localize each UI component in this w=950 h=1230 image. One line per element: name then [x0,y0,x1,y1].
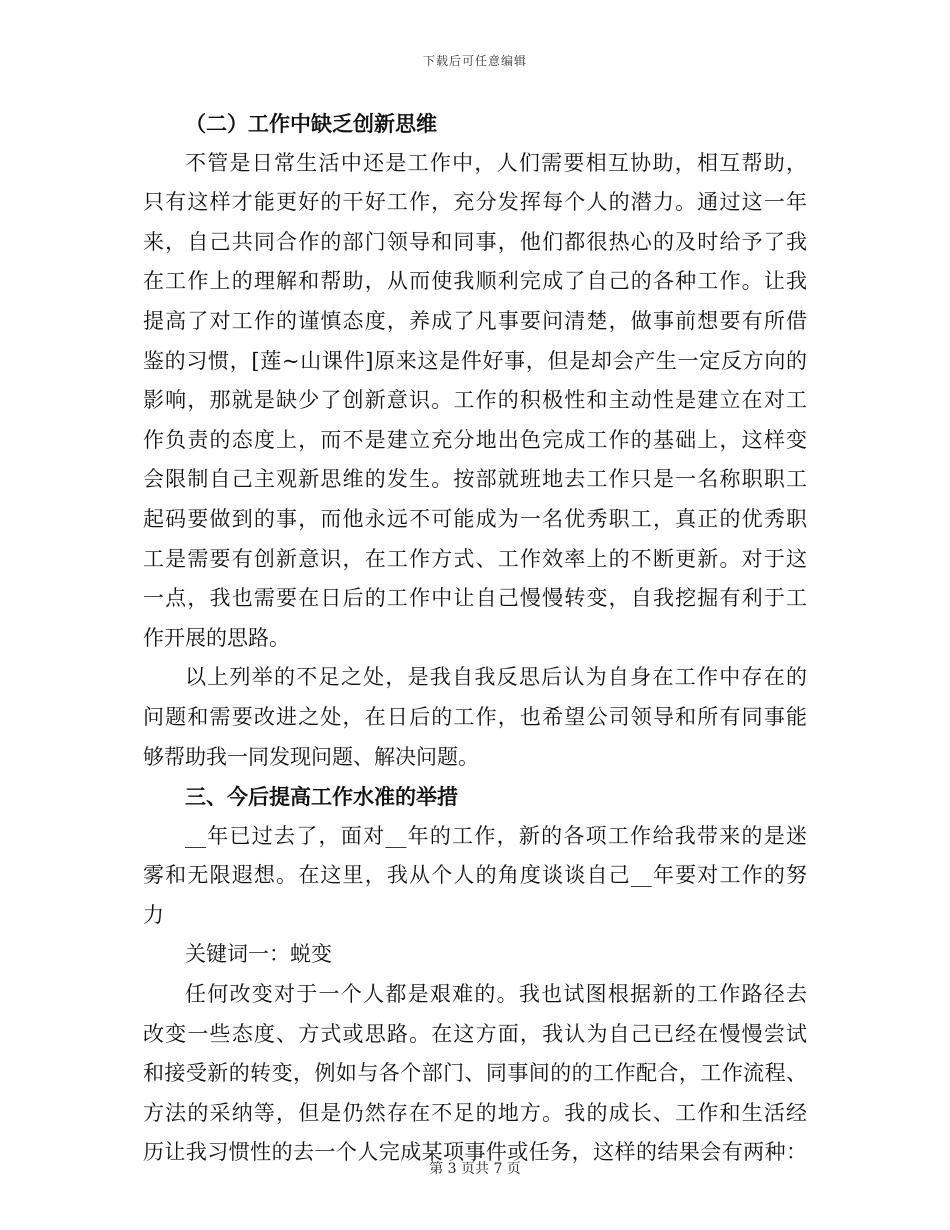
paragraph-transformation [143,975,807,1173]
document-body [143,104,807,1173]
text-line: __年已过去了，面对__年的工作，新的各项工作给我带来的是迷 [185,823,807,848]
text-line: 够帮助我一同发现问题、解决问题。 [143,744,479,769]
text-line: 来，自己共同合作的部门领导和同事，他们都很热心的及时给予了我 [143,229,807,254]
text-line: 作负责的态度上，而不是建立充分地出色完成工作的基础上，这样变 [143,427,807,452]
text-line: 只有这样才能更好的干好工作，充分发挥每个人的潜力。通过这一年 [143,190,807,215]
text-line: 提高了对工作的谨慎态度，养成了凡事要问清楚，做事前想要有所借 [143,308,807,333]
text-line: 任何改变对于一个人都是艰难的。我也试图根据新的工作路径去 [185,982,807,1007]
paragraph-cooperation [143,144,807,659]
text-line: 雾和无限遐想。在这里，我从个人的角度谈谈自己__年要对工作的努 [143,863,807,888]
text-line: 和接受新的转变，例如与各个部门、同事间的的工作配合，工作流程、 [143,1061,807,1086]
text-line: 鉴的习惯，[莲~山课件]原来这是件好事，但是却会产生一定反方向的 [143,348,807,373]
page-header: 下载后可任意编辑 [422,54,527,68]
text-line: 问题和需要改进之处，在日后的工作，也希望公司领导和所有同事能 [143,704,807,729]
text-line: 一点，我也需要在日后的工作中让自己慢慢转变，自我挖掘有利于工 [143,586,807,611]
section-heading-measures: 三、今后提高工作水准的举措 [185,784,458,810]
section-heading-innovation: （二）工作中缺乏创新思维 [185,111,437,136]
text-line: 影响，那就是缺少了创新意识。工作的积极性和主动性是建立在对工 [143,388,807,413]
keyword-line: 关键词一：蜕变 [185,942,332,967]
page-footer: 第 3 页共 7 页 [429,1161,521,1177]
text-line: 以上列举的不足之处，是我自我反思后认为自身在工作中存在的 [185,665,807,690]
paragraph-new-year [143,817,807,936]
text-line: 在工作上的理解和帮助，从而使我顺利完成了自己的各种工作。让我 [143,269,807,294]
text-line: 作开展的思路。 [143,625,290,650]
text-line: 历让我习惯性的去一个人完成某项事件或任务，这样的结果会有两种： [143,1140,807,1165]
text-line: 不管是日常生活中还是工作中，人们需要相互协助，相互帮助， [185,150,807,175]
paragraph-shortcomings-summary [143,658,807,777]
text-line: 改变一些态度、方式或思路。在这方面，我认为自己已经在慢慢尝试 [143,1021,807,1046]
text-line: 起码要做到的事，而他永远不可能成为一名优秀职工，真正的优秀职 [143,506,807,531]
text-line: 方法的采纳等，但是仍然存在不足的地方。我的成长、工作和生活经 [143,1100,807,1125]
text-line: 力 [143,902,164,927]
text-line: 工是需要有创新意识，在工作方式、工作效率上的不断更新。对于这 [143,546,807,571]
text-line: 会限制自己主观新思维的发生。按部就班地去工作只是一名称职职工 [143,467,807,492]
